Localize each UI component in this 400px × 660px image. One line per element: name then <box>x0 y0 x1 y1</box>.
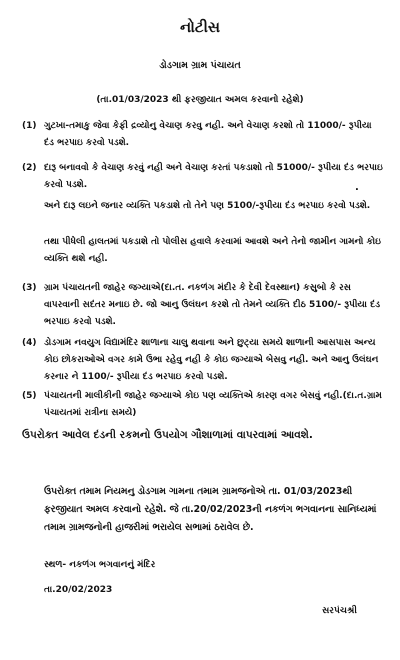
stray-mark: . <box>355 182 359 193</box>
signatory: સરપંચશ્રી <box>322 606 357 616</box>
rule-text: ગુટખા-તમાકુ જેવા કેફી દ્રવ્યોનુ વેચાણ કરવુ નહી. અને વેચાણ કરશો તો 11000/- રૂપીયા દંડ ભરપાઇ કરવો પડશે. <box>44 121 372 148</box>
date-line: તા.20/02/2023 <box>44 585 113 595</box>
rule-text: પંચાયતની માલીકીની જાહેર જગ્યાએ કોઇ પણ વ્યક્તિએ કારણ વગર બેસવું નહી.(દા.ત.ગ્રામ પંચાયતમાં રાત્રીના સમયે) <box>44 391 382 418</box>
rule-text: ડોડગામ નવયુગ વિદ્યામંદિર શાળાના ચાલુ થવાના અને છુટ્યા સમયે શાળાની આસપાસ અન્ય કોઇ છોકરાઓએ વગર કામે ઉભા રહેવુ નહી કે કોઇ જગ્યાએ બેસવુ નહી. અને આનુ ઉલંઘન કરનાર ને 1100/- રૂપીયા દંડ ભરપાઇ કરવો પડશે. <box>44 338 379 382</box>
effective-date-line: (તા.01/03/2023 થી ફરજીયાત અમલ કરવાનો રહેશે) <box>96 95 304 105</box>
rule-number: (5) <box>22 391 37 401</box>
rule-item-2-continuation-b: તથા પીધેલી હાલતમાં પકડાશે તો પોલીસ હવાલે કરવામાં આવશે અને તેનો જામીન ગામનો કોઇ વ્યક્તિ થશે નહી. <box>44 237 381 264</box>
rule-item-3 <box>22 280 384 331</box>
rule-text: ગ્રામ પંચાયતની જાહેર જગ્યાએ(દા.ત. નકળંગ મંદીર કે દેવી દેવસ્થાન) કસુબો કે રસ વાપરવાની સદંતર મનાઇ છે. જો આનુ ઉલંઘન કરશે તો તેમને વ્યક્તિ દીઠ 5100/- રૂપીયા દંડ ભરપાઇ કરવો પડશે. <box>44 283 381 327</box>
rule-item-5 <box>22 388 384 422</box>
notice-title: નોટીસ <box>179 18 221 36</box>
rule-text: દારૂ બનાવવો કે વેચાણ કરવું નહી અને વેચાણ કરતાં પકડાશો તો 51000/- રૂપીયા દંડ ભરપાઇ કરવો પડશે. <box>44 163 383 190</box>
rule-item-2 <box>22 160 384 194</box>
rule-item-2-continuation-a: અને દારૂ લઇને જનાર વ્યક્તિ પકડાશે તો તેને પણ 5100/-રૂપીયા દંડ ભરપાઇ કરવો પડશે. <box>44 201 371 211</box>
place-line: સ્થળ- નકળંગ ભગવાનનું મંદિર <box>44 560 156 570</box>
rule-item-4 <box>22 335 384 386</box>
final-paragraph: ઉપરોક્ત તમામ નિયમનુ ડોડગામ ગામના તમામ ગ્રામજનોએ તા. 01/03/2023થી ફરજીયાત અમલ કરવાનો રહેશે. જે તા.20/02/2023ની નકળંગ ભગવાનના સાનિધ્યમાં તમામ ગ્રામજનોની હાજરીમાં ભરાયેલ સભામાં ઠરાવેલ છે. <box>44 486 377 533</box>
rule-number: (3) <box>22 283 37 293</box>
rule-number: (2) <box>22 163 37 173</box>
fine-usage-note: ઉપરોક્ત આવેલ દંડની રકમનો ઉપયોગ ગૌશાળામાં વાપરવામાં આવશે. <box>22 429 313 441</box>
panchayat-name: ડોડગામ ગ્રામ પંચાયત <box>159 60 241 71</box>
rule-item-1 <box>22 118 384 152</box>
rule-number: (4) <box>22 338 37 348</box>
rule-number: (1) <box>22 121 37 131</box>
